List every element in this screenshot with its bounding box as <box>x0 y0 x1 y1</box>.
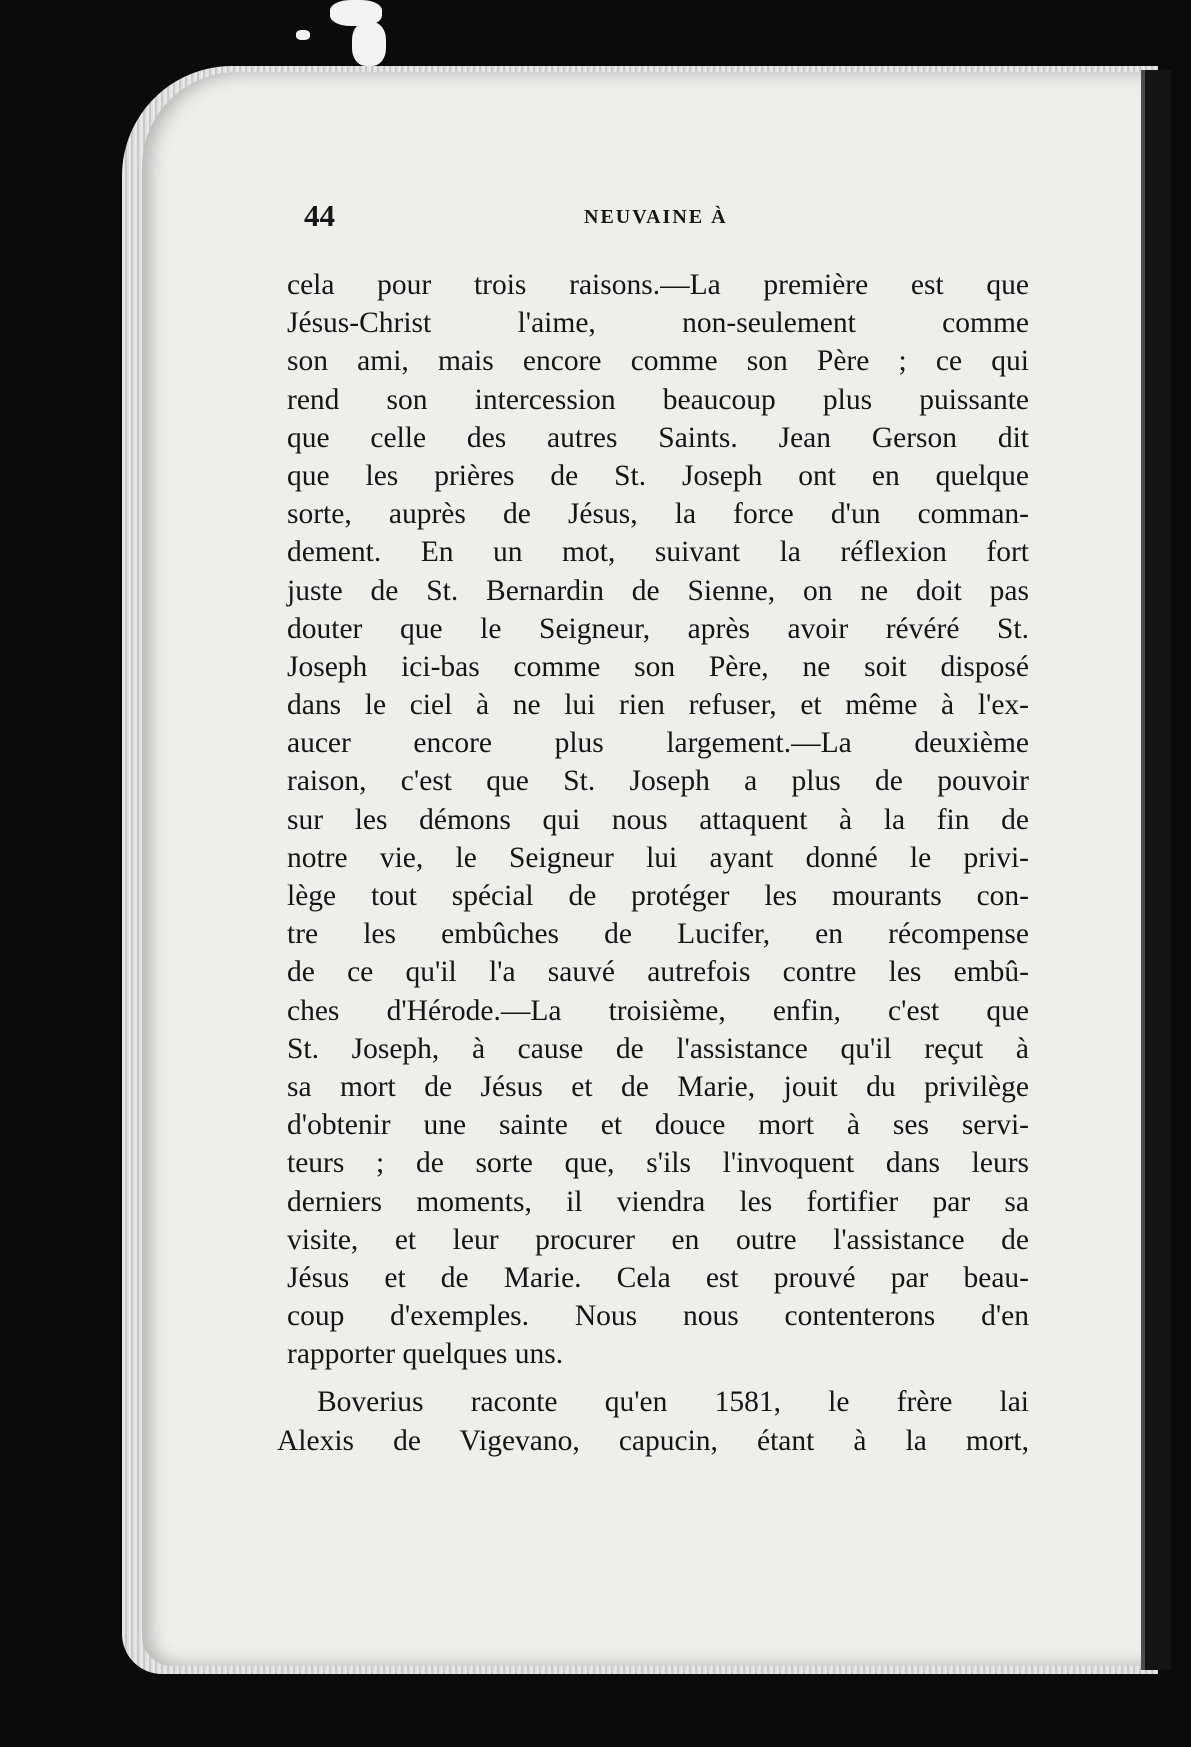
text-line: sur les démons qui nous attaquent à la fin de <box>287 803 1029 836</box>
text-line: teurs ; de sorte que, s'ils l'invoquent dans leurs <box>287 1147 1029 1180</box>
text-line: Jésus-Christ l'aime, non-seulement comme <box>287 307 1029 340</box>
text-line: juste de St. Bernardin de Sienne, on ne doit pas <box>287 574 1029 607</box>
text-line: raison, c'est que St. Joseph a plus de pouvoir <box>287 765 1029 798</box>
text-line: lège tout spécial de protéger les mourants con- <box>287 880 1029 912</box>
paragraph-gap <box>287 1373 1029 1383</box>
text-line: Alexis de Vigevano, capucin, étant à la mort, <box>277 1424 1029 1457</box>
text-line: Joseph ici-bas comme son Père, ne soit disposé <box>287 650 1029 683</box>
text-line: coup d'exemples. Nous nous contenterons d'en <box>287 1300 1029 1333</box>
text-line: rend son intercession beaucoup plus puissante <box>287 383 1029 416</box>
text-line: que celle des autres Saints. Jean Gerson dit <box>287 421 1029 454</box>
text-line: aucer encore plus largement.—La deuxième <box>287 727 1029 760</box>
body-text <box>277 266 1029 1460</box>
scan-speck <box>352 22 386 66</box>
text-line: sorte, auprès de Jésus, la force d'un comman- <box>287 498 1029 531</box>
text-line: sa mort de Jésus et de Marie, jouit du privilège <box>287 1070 1029 1103</box>
text-line: son ami, mais encore comme son Père ; ce qui <box>287 345 1029 378</box>
text-line: dement. En un mot, suivant la réflexion fort <box>287 536 1029 569</box>
facing-page-edge <box>1141 70 1171 1670</box>
text-line: tre les embûches de Lucifer, en récompense <box>287 918 1029 951</box>
text-line: ches d'Hérode.—La troisième, enfin, c'est que <box>287 994 1029 1027</box>
text-line: St. Joseph, à cause de l'assistance qu'il reçut à <box>287 1032 1029 1065</box>
text-line: cela pour trois raisons.—La première est que <box>287 269 1029 301</box>
page-header <box>304 198 1044 238</box>
text-line: rapporter quelques uns. <box>287 1338 564 1371</box>
text-line: de ce qu'il l'a sauvé autrefois contre les embû- <box>287 956 1029 989</box>
text-line: visite, et leur procurer en outre l'assistance de <box>287 1223 1029 1256</box>
text-line: dans le ciel à ne lui rien refuser, et même à l'ex- <box>287 689 1029 722</box>
text-line: notre vie, le Seigneur lui ayant donné le privi- <box>287 841 1029 874</box>
text-line: derniers moments, il viendra les fortifier par sa <box>287 1185 1029 1218</box>
text-line: Jésus et de Marie. Cela est prouvé par beau- <box>287 1261 1029 1294</box>
scan-speck <box>296 30 310 40</box>
page-number: 44 <box>304 198 335 233</box>
running-head: NEUVAINE À <box>584 206 728 228</box>
text-line: que les prières de St. Joseph ont en quelque <box>287 459 1029 492</box>
text-line: Boverius raconte qu'en 1581, le frère lai <box>317 1386 1029 1419</box>
text-line: douter que le Seigneur, après avoir révéré St. <box>287 612 1029 645</box>
text-line: d'obtenir une sainte et douce mort à ses servi- <box>287 1109 1029 1142</box>
